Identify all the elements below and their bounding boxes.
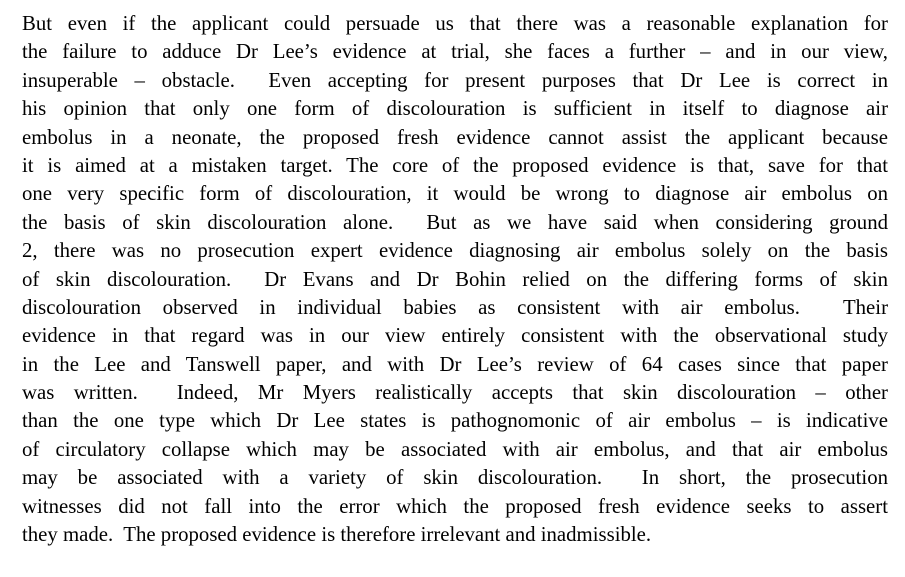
text-line: was written. Indeed, Mr Myers realistically accepts that skin discolouration – other (22, 381, 888, 405)
text-line: embolus in a neonate, the proposed fresh evidence cannot assist the applicant because (22, 125, 888, 149)
text-line: may be associated with a variety of skin discolouration. In short, the prosecution (22, 466, 888, 490)
text-line: they made. The proposed evidence is therefore irrelevant and inadmissible. (22, 523, 652, 547)
text-line: the failure to adduce Dr Lee’s evidence at trial, she faces a further – and in our view, (22, 40, 888, 64)
text-line: the basis of skin discolouration alone. But as we have said when considering ground (22, 210, 888, 234)
text-line: But even if the applicant could persuade us that there was a reasonable explanation for (22, 12, 888, 35)
text-line: in the Lee and Tanswell paper, and with Dr Lee’s review of 64 cases since that paper (22, 352, 888, 376)
text-line: evidence in that regard was in our view entirely consistent with the observational study (22, 324, 888, 348)
text-line: insuperable – obstacle. Even accepting for present purposes that Dr Lee is correct in (22, 68, 888, 92)
text-line: of skin discolouration. Dr Evans and Dr Bohin relied on the differing forms of skin (22, 267, 888, 291)
text-line: discolouration observed in individual babies as consistent with air embolus. Their (22, 295, 888, 319)
text-line: of circulatory collapse which may be associated with air embolus, and that air embolus (22, 437, 888, 461)
text-line: witnesses did not fall into the error which the proposed fresh evidence seeks to assert (22, 494, 888, 518)
text-line: his opinion that only one form of discolouration is sufficient in itself to diagnose air (22, 97, 888, 121)
text-line: one very specific form of discolouration, it would be wrong to diagnose air embolus on (22, 182, 888, 206)
text-line: it is aimed at a mistaken target. The core of the proposed evidence is that, save for that (22, 153, 888, 177)
text-line: 2, there was no prosecution expert evidence diagnosing air embolus solely on the basis (22, 239, 888, 263)
judgment-paragraph (22, 10, 888, 549)
text-line: than the one type which Dr Lee states is pathognomonic of air embolus – is indicative (22, 409, 888, 433)
